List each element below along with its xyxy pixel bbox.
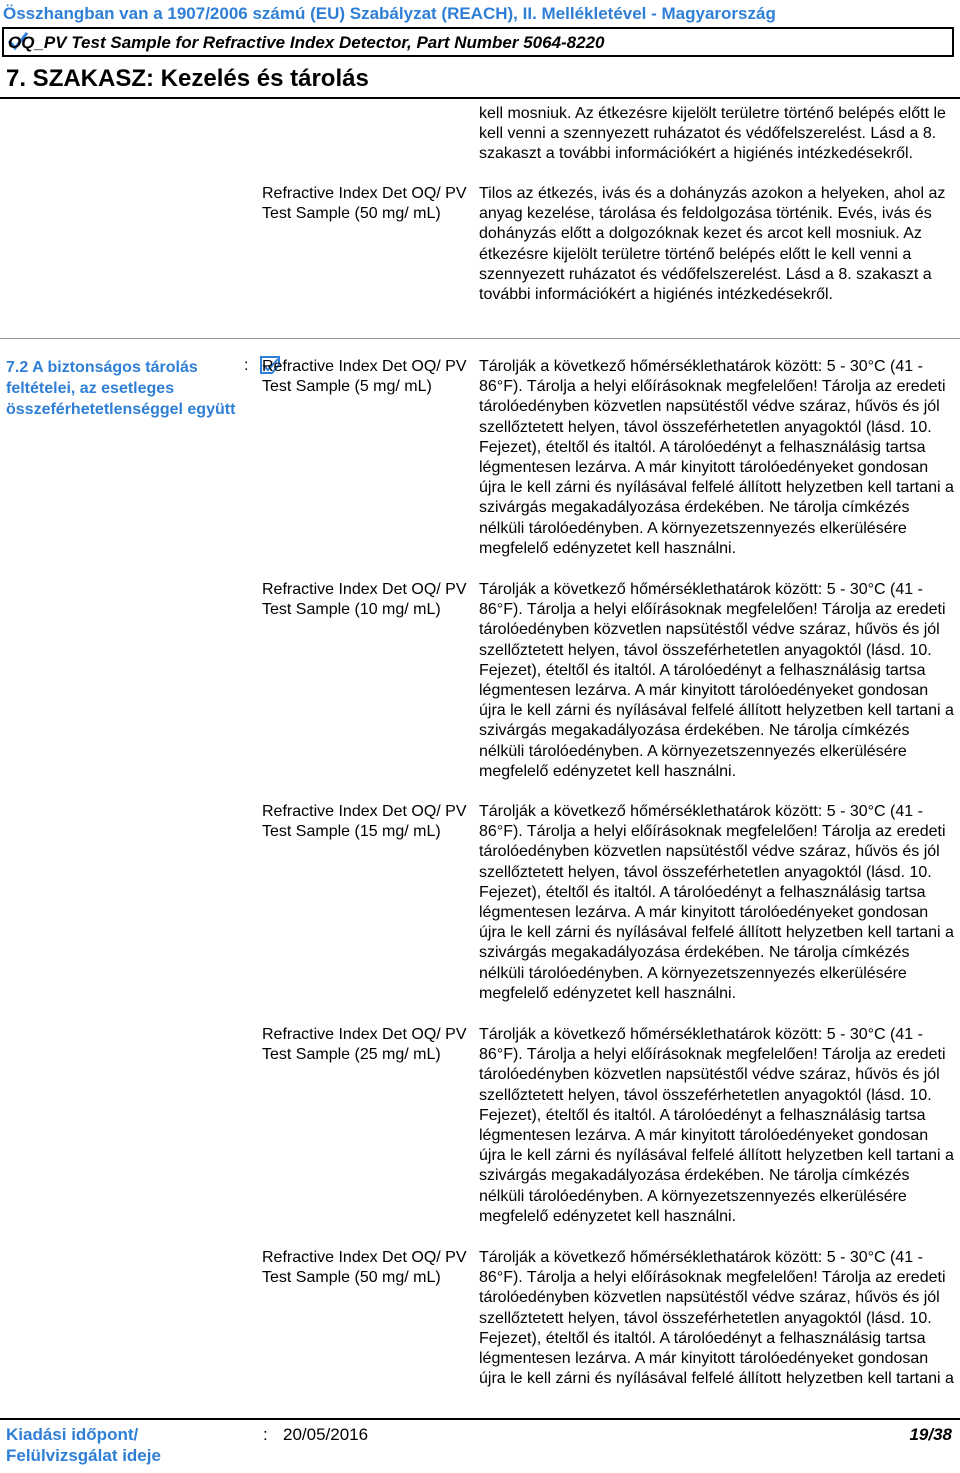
footer-colon: : [263,1425,268,1444]
issue-date-value: 20/05/2016 [283,1425,369,1444]
subsection-divider [0,338,960,339]
hygiene-continuation-text: kell mosniuk. Az étkezésre kijelölt területre történő belépés előtt le kell venni a szennyezett ruházatot és védőfelszerelést. Lásd a 8. szakaszt a további információkért a higiénés intézkedésekről. [479,105,946,163]
section-divider [0,97,960,99]
page-number: 19/38 [909,1425,952,1444]
storage-colon: : [244,357,249,374]
storage-text-25mg: Tárolják a következő hőmérséklethatárok között: 5 - 30°C (41 - 86°F). Tárolja a helyi előírásoknak megfelelően! Tárolja az eredeti tárolóedényben közvetlen napsütéstől védve száraz, hűvös és jól szellőztetett helyen, távol összeférhetetlen anyagoktól (lásd. 10. Fejezet), ételtől és italtól. A tárolóedényt a felhasználásig tartsa légmentesen lezárva. A már kinyitott tárolóedényeket gondosan újra le kell zárni és nyílásával felfelé állított helyzetben kell tartani a szivárgás megakadályozása érdekében. Ne tárolja címkézés nélküli tárolóedényben. A környezetszennyezés elkerülésére megfelelő edényzetet kell használni. [479,1026,954,1225]
storage-text-50mg: Tárolják a következő hőmérséklethatárok között: 5 - 30°C (41 - 86°F). Tárolja a helyi előírásoknak megfelelően! Tárolja az eredeti tárolóedényben közvetlen napsütéstől védve száraz, hűvös és jól szellőztetett helyen, távol összeférhetetlen anyagoktól (lásd. 10. Fejezet), ételtől és italtól. A tárolóedényt a felhasználásig tartsa légmentesen lezárva. A már kinyitott tárolóedényeket gondosan újra le kell zárni és nyílásával felfelé állított helyzetben kell tartani a [479,1249,954,1388]
product-label-15mg: Refractive Index Det OQ/ PV Test Sample (15 mg/ mL) [262,803,467,841]
product-label-5mg: Refractive Index Det OQ/ PV Test Sample (5 mg/ mL) [262,358,467,396]
regulation-header: Összhangban van a 1907/2006 számú (EU) Szabályzat (REACH), II. Mellékletével - Magyarország [3,4,776,23]
product-title-box [2,27,954,57]
product-label-top: Refractive Index Det OQ/ PV Test Sample (50 mg/ mL) [262,185,467,223]
hygiene-text-top: Tilos az étkezés, ivás és a dohányzás azokon a helyeken, ahol az anyag kezelése, tárolása és feldolgozása történik. Evés, ivás és dohányzás előtt a dolgozóknak kezet és arcot kell mosniuk. Az étkezésre kijelölt területre történő belépés előtt le kell venni a szennyezett ruházatot és védőfelszerelést. Lásd a 8. szakaszt a további információkért a higiénés intézkedésekről. [479,185,946,304]
storage-text-5mg: Tárolják a következő hőmérséklethatárok között: 5 - 30°C (41 - 86°F). Tárolja a helyi előírásoknak megfelelően! Tárolja az eredeti tárolóedényben közvetlen napsütéstől védve száraz, hűvös és jól szellőztetett helyen, távol összeférhetetlen anyagoktól (lásd. 10. Fejezet), ételtől és italtól. A tárolóedényt a felhasználásig tartsa légmentesen lezárva. A már kinyitott tárolóedényeket gondosan újra le kell zárni és nyílásával felfelé állított helyzetben kell tartani a szivárgás megakadályozása érdekében. Ne tárolja címkézés nélküli tárolóedényben. A környezetszennyezés elkerülésére megfelelő edényzetet kell használni. [479,358,954,557]
product-label-50mg: Refractive Index Det OQ/ PV Test Sample (50 mg/ mL) [262,1249,467,1287]
storage-text-10mg: Tárolják a következő hőmérséklethatárok között: 5 - 30°C (41 - 86°F). Tárolja a helyi előírásoknak megfelelően! Tárolja az eredeti tárolóedényben közvetlen napsütéstől védve száraz, hűvös és jól szellőztetett helyen, távol összeférhetetlen anyagoktól (lásd. 10. Fejezet), ételtől és italtól. A tárolóedényt a felhasználásig tartsa légmentesen lezárva. A már kinyitott tárolóedényeket gondosan újra le kell zárni és nyílásával felfelé állított helyzetben kell tartani a szivárgás megakadályozása érdekében. Ne tárolja címkézés nélküli tárolóedényben. A környezetszennyezés elkerülésére megfelelő edényzetet kell használni. [479,581,954,780]
section-title: 7. SZAKASZ: Kezelés és tárolás [6,65,369,92]
issue-date-label: Kiadási időpont/ Felülvizsgálat ideje [6,1425,161,1465]
storage-text-15mg: Tárolják a következő hőmérséklethatárok között: 5 - 30°C (41 - 86°F). Tárolja a helyi előírásoknak megfelelően! Tárolja az eredeti tárolóedényben közvetlen napsütéstől védve száraz, hűvös és jól szellőztetett helyen, távol összeférhetetlen anyagoktól (lásd. 10. Fejezet), ételtől és italtól. A tárolóedényt a felhasználásig tartsa légmentesen lezárva. A már kinyitott tárolóedényeket gondosan újra le kell zárni és nyílásával felfelé állított helyzetben kell tartani a szivárgás megakadályozása érdekében. Ne tárolja címkézés nélküli tárolóedényben. A környezetszennyezés elkerülésére megfelelő edényzetet kell használni. [479,803,954,1002]
product-label-10mg: Refractive Index Det OQ/ PV Test Sample (10 mg/ mL) [262,581,467,619]
product-title: OQ_PV Test Sample for Refractive Index Detector, Part Number 5064-8220 [8,33,605,52]
product-label-25mg: Refractive Index Det OQ/ PV Test Sample (25 mg/ mL) [262,1026,467,1064]
footer-divider [0,1418,960,1420]
storage-heading: 7.2 A biztonságos tárolás feltételei, az esetleges összeférhetetlenséggel együtt [6,359,236,418]
